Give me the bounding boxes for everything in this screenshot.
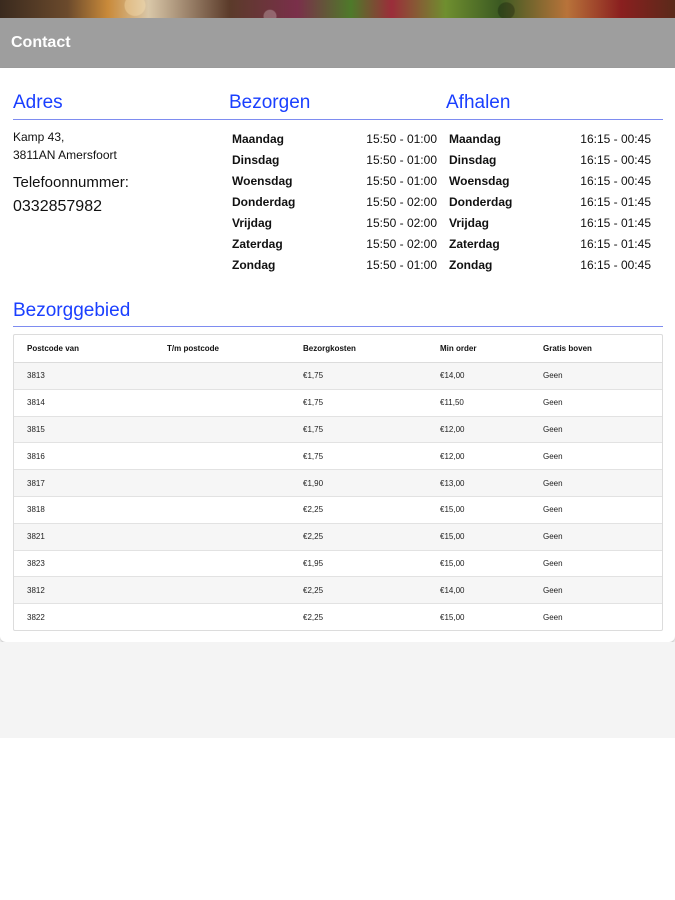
address-line-1: Kamp 43, [13,130,65,144]
day-label: Zondag [449,257,493,272]
hours-row [232,233,437,254]
table-header [14,335,662,363]
day-label: Woensdag [232,173,293,188]
day-label: Zaterdag [232,236,283,251]
table-cell: 3814 [27,398,45,408]
phone-number[interactable]: 0332857982 [13,198,102,215]
day-label: Donderdag [449,194,513,209]
table-cell: €1,95 [303,558,324,568]
day-label: Zondag [232,257,276,272]
table-cell: 3812 [27,585,45,595]
day-label: Zaterdag [449,236,500,251]
hours-row [232,170,437,191]
column-header: Bezorgkosten [303,344,356,353]
time-range: 16:15 - 01:45 [580,236,651,251]
table-cell: €1,75 [303,424,324,434]
hours-row [449,254,651,275]
table-cell: Geen [543,613,563,623]
table-cell: Geen [543,371,563,381]
table-cell: €15,00 [440,558,465,568]
hours-row [449,170,651,191]
phone-label: Telefoonnummer: [13,174,129,191]
table-cell: Geen [543,585,563,595]
zone-divider [13,326,663,327]
table-cell: Geen [543,451,563,461]
table-row [14,390,662,417]
section-header [0,18,675,68]
hours-row [232,149,437,170]
time-range: 15:50 - 02:00 [366,194,437,209]
time-range: 16:15 - 00:45 [580,131,651,146]
hours-row [449,212,651,233]
table-cell: €15,00 [440,532,465,542]
table-row [14,551,662,578]
contact-card [0,68,675,642]
time-range: 16:15 - 00:45 [580,152,651,167]
hours-row [232,254,437,275]
table-row [14,524,662,551]
table-cell: 3816 [27,451,45,461]
table-row [14,443,662,470]
time-range: 16:15 - 00:45 [580,257,651,272]
table-row [14,577,662,604]
day-label: Donderdag [232,194,296,209]
table-cell: €12,00 [440,424,465,434]
table-cell: 3823 [27,558,45,568]
pickup-hours [449,128,651,275]
table-cell: Geen [543,505,563,515]
table-cell: €1,75 [303,451,324,461]
table-cell: Geen [543,424,563,434]
table-cell: €1,75 [303,398,324,408]
column-header: Postcode van [27,344,80,353]
table-cell: 3822 [27,613,45,623]
heading-divider [13,119,663,120]
hours-row [232,191,437,212]
table-cell: €14,00 [440,585,465,595]
pickup-heading: Afhalen [446,92,511,113]
hours-row [232,128,437,149]
table-cell: Geen [543,398,563,408]
table-cell: 3821 [27,532,45,542]
time-range: 15:50 - 02:00 [366,236,437,251]
hours-row [449,128,651,149]
day-label: Dinsdag [232,152,280,167]
address-block [13,128,117,164]
time-range: 15:50 - 02:00 [366,215,437,230]
time-range: 16:15 - 01:45 [580,194,651,209]
page-title: Contact [11,34,71,51]
zone-heading: Bezorggebied [13,300,131,321]
table-cell: 3813 [27,371,45,381]
table-cell: €2,25 [303,532,324,542]
table-cell: Geen [543,478,563,488]
column-header: T/m postcode [167,344,220,353]
day-label: Vrijdag [232,215,273,230]
day-label: Woensdag [449,173,510,188]
table-cell: Geen [543,558,563,568]
page-footer-area [0,642,675,738]
day-label: Maandag [449,131,502,146]
table-cell: €11,50 [440,398,464,408]
table-body [14,363,662,631]
table-cell: €1,75 [303,371,324,381]
table-row [14,363,662,390]
address-line-2: 3811AN Amersfoort [13,148,117,162]
table-cell: 3815 [27,424,45,434]
table-cell: €12,00 [440,451,465,461]
hours-row [449,233,651,254]
time-range: 15:50 - 01:00 [366,257,437,272]
table-cell: €13,00 [440,478,465,488]
hero-food-image [0,0,675,18]
table-row [14,604,662,631]
table-cell: €14,00 [440,371,465,381]
delivery-hours [232,128,437,275]
time-range: 15:50 - 01:00 [366,152,437,167]
delivery-heading: Bezorgen [229,92,311,113]
address-heading: Adres [13,92,63,113]
table-cell: Geen [543,532,563,542]
day-label: Dinsdag [449,152,497,167]
table-cell: €15,00 [440,505,465,515]
time-range: 16:15 - 01:45 [580,215,651,230]
table-cell: €2,25 [303,585,324,595]
table-cell: €1,90 [303,478,324,488]
time-range: 15:50 - 01:00 [366,131,437,146]
table-cell: €15,00 [440,613,465,623]
delivery-zone-table [13,334,663,631]
table-cell: €2,25 [303,505,324,515]
table-cell: €2,25 [303,613,324,623]
hours-row [232,212,437,233]
table-cell: 3818 [27,505,45,515]
day-label: Vrijdag [449,215,490,230]
table-row [14,470,662,497]
table-row [14,417,662,444]
hours-row [449,191,651,212]
time-range: 16:15 - 00:45 [580,173,651,188]
hours-row [449,149,651,170]
day-label: Maandag [232,131,285,146]
table-cell: 3817 [27,478,45,488]
column-header: Min order [440,344,477,353]
column-header: Gratis boven [543,344,592,353]
table-row [14,497,662,524]
time-range: 15:50 - 01:00 [366,173,437,188]
